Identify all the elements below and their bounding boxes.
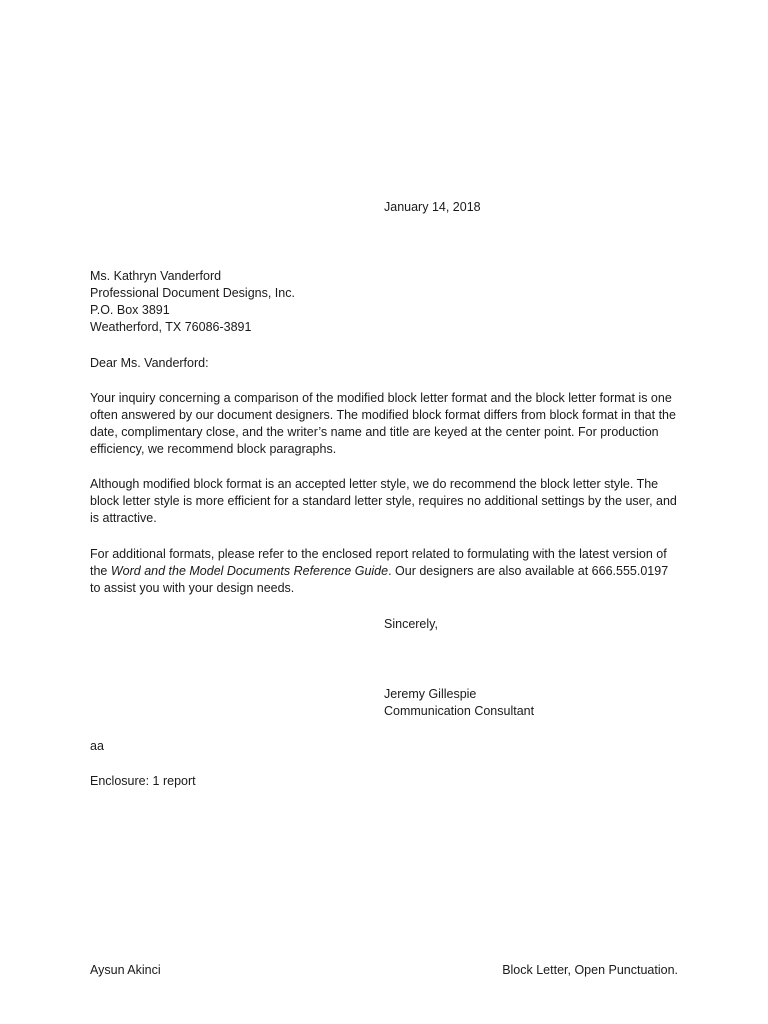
recipient-po-box: P.O. Box 3891: [90, 303, 170, 317]
reference-initials: aa: [90, 739, 104, 753]
body-paragraph-3: [90, 546, 680, 597]
writer-name: Jeremy Gillespie: [384, 687, 477, 701]
recipient-company: Professional Document Designs, Inc.: [90, 286, 295, 300]
complimentary-close: Sincerely,: [384, 617, 438, 631]
paragraph-3-text-end: . Our designers are also available at 666.555.0197 to assist you with your design needs.: [90, 564, 669, 595]
salutation: Dear Ms. Vanderford:: [90, 356, 209, 370]
letter-date: January 14, 2018: [384, 200, 481, 214]
recipient-name: Ms. Kathryn Vanderford: [90, 269, 222, 283]
writer-title: Communication Consultant: [384, 704, 535, 718]
paragraph-3-text-start: For additional formats, please refer to the enclosed report related to formulating with the latest version of the: [90, 547, 667, 578]
body-paragraph-2: Although modified block format is an accepted letter style, we do recommend the block letter style. The block letter style is more efficient for a standard letter style, requires no additional settings by the user, and is attractive.: [90, 477, 677, 525]
footer-author: Aysun Akinci: [90, 963, 161, 977]
reference-guide-title: Word and the Model Documents Reference Guide: [110, 564, 389, 578]
enclosure-notation: Enclosure: 1 report: [90, 774, 196, 788]
recipient-city: Weatherford, TX 76086-3891: [90, 320, 252, 334]
body-paragraph-1: Your inquiry concerning a comparison of the modified block letter format and the block letter format is one often answered by our document designers. The modified block format differs from block format in that the date, complimentary close, and the writer’s name and title are keyed at the center point. For production efficiency, we recommend block paragraphs.: [90, 391, 676, 456]
footer-format-label: Block Letter, Open Punctuation.: [502, 963, 678, 977]
